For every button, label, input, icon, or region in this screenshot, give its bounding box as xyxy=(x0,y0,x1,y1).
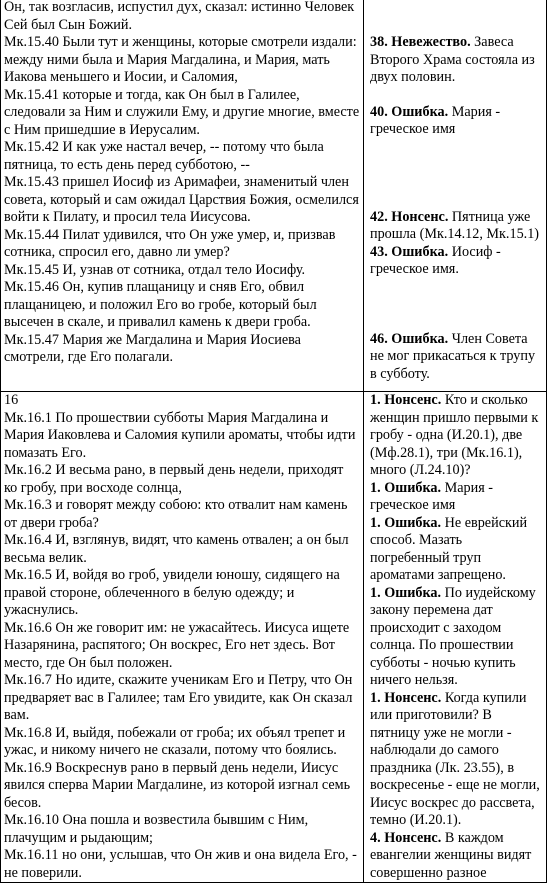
verse-text: Мк.15.47 Мария же Магдалина и Мария Иосиева смотрели, где Его полагали. xyxy=(4,331,301,365)
verse-text: Мк.16.2 И весьма рано, в первый день недели, приходят ко гробу, при восходе солнца, xyxy=(4,462,344,496)
note-text: Кто и сколько женщин пришло первыми к гробу - одна (И.20.1), две (Мф.28.1), три (Мк.16.1), много (Л.24.10)? xyxy=(370,392,539,478)
note xyxy=(370,585,543,690)
note xyxy=(370,830,543,883)
spacer xyxy=(370,87,543,104)
chapter-number: 16 xyxy=(4,392,19,408)
verse-text: Мк.15.44 Пилат удивился, что Он уже умер, и, призвав сотника, спросил его, давно ли умер? xyxy=(4,226,336,260)
note-label: 1. Нонсенс. xyxy=(370,689,442,706)
verse-text: Мк.16.10 Она пошла и возвестила бывшим с Ним, плачущим и рыдающим; xyxy=(4,812,309,846)
verse-text: Мк.16.3 и говорят между собою: кто отвалит нам камень от двери гроба? xyxy=(4,497,348,531)
note-label: 4. Нонсенс. xyxy=(370,829,442,846)
note xyxy=(370,34,543,87)
note xyxy=(370,690,543,830)
note-label: 1. Ошибка. xyxy=(370,479,442,496)
notes-cell xyxy=(364,0,547,392)
verse-text: Мк.16.7 Но идите, скажите ученикам Его и Петру, что Он предваряет вас в Галилее; там Его увидите, как Он сказал вам. xyxy=(4,672,353,723)
note-text: Мария - греческое имя xyxy=(370,479,494,513)
verse-text: Мк.16.9 Воскреснув рано в первый день недели, Иисус явился сперва Марии Магдалине, из которой изгнал семь бесов. xyxy=(4,759,351,811)
note-text: По иудейскому закону перемена дат происходит с заходом солнца. По прошествии субботы - ночью купить ничего нельзя. xyxy=(370,584,536,688)
note xyxy=(370,244,543,279)
note-label: 1. Нонсенс. xyxy=(370,392,442,408)
note-text: Пятница уже прошла (Мк.14.12, Мк.15.1) xyxy=(370,208,540,242)
verse-text: Мк.16.8 И, выйдя, побежали от гроба; их объял трепет и ужас, и никому ничего не сказали, потому что боялись. xyxy=(4,724,346,758)
verse-text: Мк.15.43 пришел Иосиф из Аримафеи, знаменитый член совета, который и сам ожидал Царствия Божия, осмелился войти к Пилату, и просил тела Иисусова. xyxy=(4,174,359,225)
note-label: 42. Нонсенс. xyxy=(370,208,449,225)
verse-text: Мк.15.42 И как уже настал вечер, -- потому что была пятница, то есть день перед субботою, -- xyxy=(4,139,324,173)
note-label: 43. Ошибка. xyxy=(370,243,449,260)
table-row xyxy=(1,392,547,883)
scripture-cell xyxy=(1,0,364,392)
verse-text: Мк.16.6 Он же говорит им: не ужасайтесь. Иисуса ищете Назарянина, распятого; Он воскрес, Его нет здесь. Вот место, где Он был положен. xyxy=(4,619,350,671)
verse-text: Мк.15.40 Были тут и женщины, которые смотрели издали: между ними была и Мария Магдалина, и Мария, мать Иакова меньшего и Иосии, и Саломия, xyxy=(4,34,357,85)
note-label: 1. Ошибка. xyxy=(370,514,442,531)
note xyxy=(370,104,543,139)
note xyxy=(370,480,543,515)
verse-text: Мк.16.5 И, войдя во гроб, увидели юношу, сидящего на правой стороне, облеченного в белую одежду; и ужаснулись. xyxy=(4,567,340,618)
verse-text: Он, так возгласив, испустил дух, сказал: истинно Человек Сей был Сын Божий. xyxy=(4,0,355,33)
note xyxy=(370,209,543,244)
note-text: Мария - греческое имя xyxy=(370,103,501,137)
note-text: В каждом евангелии женщины видят совершенно разное xyxy=(370,829,532,881)
verse-text: Мк.15.41 которые и тогда, как Он был в Галилее, следовали за Ним и служили Ему, и другие многие, вместе с Ним пришедшие в Иерусалим. xyxy=(4,86,360,138)
verse-text: Мк.16.4 И, взглянув, видят, что камень отвален; а он был весьма велик. xyxy=(4,532,349,566)
scripture-cell xyxy=(1,392,364,883)
verse-text: Мк.15.45 И, узнав от сотника, отдал тело Иосифу. xyxy=(4,261,306,278)
note-label: 40. Ошибка. xyxy=(370,103,449,120)
note xyxy=(370,515,543,585)
verse-text: Мк.16.1 По прошествии субботы Мария Магдалина и Мария Иаковлева и Саломия купили ароматы, чтобы идти помазать Его. xyxy=(4,409,356,461)
note-text: Не еврейский способ. Мазать погребенный труп ароматами запрещено. xyxy=(370,514,528,583)
note-label: 1. Ошибка. xyxy=(370,584,442,601)
verse-text: Мк.15.46 Он, купив плащаницу и сняв Его, обвил плащаницею, и положил Его во гробе, который был высечен в скале, и привалил камень к двери гроба. xyxy=(4,279,317,330)
spacer xyxy=(370,139,543,209)
spacer xyxy=(370,279,543,331)
verse-text: Мк.16.11 но они, услышав, что Он жив и она видела Его, - не поверили. xyxy=(4,847,357,881)
table-row xyxy=(1,0,547,392)
note-label: 46. Ошибка. xyxy=(370,330,449,347)
spacer xyxy=(370,0,543,34)
note-text: Иосиф - греческое имя. xyxy=(370,243,501,277)
notes-cell xyxy=(364,392,547,883)
note xyxy=(370,331,543,384)
note-text: Член Совета не мог прикасаться к трупу в субботу. xyxy=(370,330,536,382)
note-text: Завеса Второго Храма состояла из двух половин. xyxy=(370,34,535,85)
note-text: Когда купили или приготовили? В пятницу уже не могли - наблюдали до самого праздника (Лк. 23.55), в воскресенье - еще не могли, Иисус воскрес до рассвета, темно (И.20.1). xyxy=(370,689,540,828)
note-label: 38. Невежество. xyxy=(370,34,471,50)
note xyxy=(370,392,543,480)
